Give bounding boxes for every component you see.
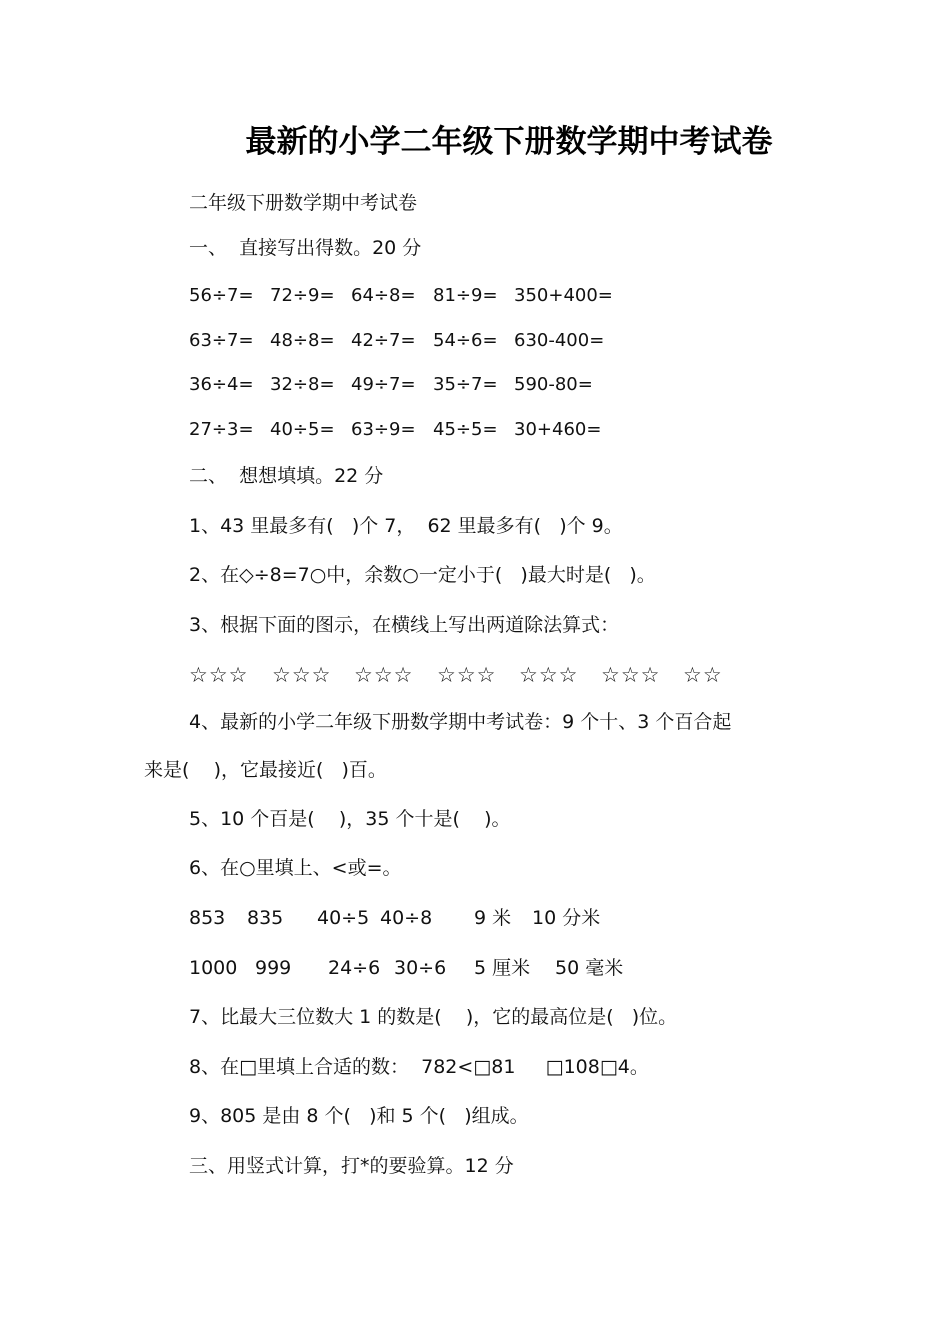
question-4-line-2: 来是( )，它最接近( )百。 xyxy=(144,759,387,781)
compare-item: 24÷6 xyxy=(328,957,381,979)
arithmetic-row-3 xyxy=(189,370,593,400)
arithmetic-item: 54÷6= xyxy=(433,330,498,351)
section-3-heading: 三、用竖式计算，打*的要验算。12 分 xyxy=(189,1155,514,1177)
arithmetic-row-1 xyxy=(189,281,613,311)
compare-item: 10 分米 xyxy=(532,907,601,929)
star-diagram xyxy=(189,658,723,692)
section-1-heading: 一、 直接写出得数。20 分 xyxy=(189,237,422,259)
star-group: ☆☆☆ xyxy=(189,663,249,687)
arithmetic-item: 36÷4= xyxy=(189,374,254,395)
question-2: 2、在◇÷8=7○中，余数○一定小于( )最大时是( )。 xyxy=(189,564,656,586)
compare-item: 50 毫米 xyxy=(555,957,624,979)
arithmetic-item: 42÷7= xyxy=(351,330,416,351)
arithmetic-item: 56÷7= xyxy=(189,285,254,306)
arithmetic-item: 63÷9= xyxy=(351,419,416,440)
question-3: 3、根据下面的图示，在横线上写出两道除法算式： xyxy=(189,614,620,636)
question-5: 5、10 个百是( )，35 个十是( )。 xyxy=(189,808,511,830)
arithmetic-item: 40÷5= xyxy=(270,419,335,440)
compare-item: 1000 xyxy=(189,957,238,979)
compare-item: 40÷5 xyxy=(317,907,370,929)
arithmetic-item: 27÷3= xyxy=(189,419,254,440)
arithmetic-item: 48÷8= xyxy=(270,330,335,351)
arithmetic-item: 45÷5= xyxy=(433,419,498,440)
compare-item: 835 xyxy=(247,907,284,929)
section-2-heading: 二、 想想填填。22 分 xyxy=(189,465,384,487)
question-4-line-1: 4、最新的小学二年级下册数学期中考试卷：9 个十、3 个百合起 xyxy=(189,711,732,733)
document-subtitle: 二年级下册数学期中考试卷 xyxy=(189,192,418,214)
star-group: ☆☆☆ xyxy=(437,663,497,687)
arithmetic-item: 350+400= xyxy=(514,285,613,306)
question-8: 8、在□里填上合适的数： 782<□81 □108□4。 xyxy=(189,1056,649,1078)
compare-item: 999 xyxy=(255,957,292,979)
document-title: 最新的小学二年级下册数学期中考试卷 xyxy=(245,124,773,160)
arithmetic-row-2 xyxy=(189,326,605,356)
question-6: 6、在○里填上、<或=。 xyxy=(189,857,402,879)
star-group: ☆☆☆ xyxy=(354,663,414,687)
star-group: ☆☆☆ xyxy=(519,663,579,687)
arithmetic-item: 32÷8= xyxy=(270,374,335,395)
arithmetic-item: 49÷7= xyxy=(351,374,416,395)
arithmetic-item: 590-80= xyxy=(514,374,593,395)
compare-item: 5 厘米 xyxy=(474,957,531,979)
star-group: ☆☆☆ xyxy=(601,663,661,687)
compare-row-1 xyxy=(189,903,601,933)
compare-item: 40÷8 xyxy=(380,907,433,929)
arithmetic-item: 72÷9= xyxy=(270,285,335,306)
arithmetic-item: 64÷8= xyxy=(351,285,416,306)
star-group: ☆☆☆ xyxy=(272,663,332,687)
star-group: ☆☆ xyxy=(683,663,723,687)
compare-row-2 xyxy=(189,953,624,983)
arithmetic-item: 30+460= xyxy=(514,419,602,440)
arithmetic-item: 63÷7= xyxy=(189,330,254,351)
arithmetic-item: 81÷9= xyxy=(433,285,498,306)
compare-item: 9 米 xyxy=(474,907,512,929)
question-9: 9、805 是由 8 个( )和 5 个( )组成。 xyxy=(189,1105,529,1127)
arithmetic-item: 35÷7= xyxy=(433,374,498,395)
compare-item: 853 xyxy=(189,907,226,929)
question-7: 7、比最大三位数大 1 的数是( )，它的最高位是( )位。 xyxy=(189,1006,678,1028)
question-1: 1、43 里最多有( )个 7， 62 里最多有( )个 9。 xyxy=(189,515,623,537)
arithmetic-item: 630-400= xyxy=(514,330,605,351)
compare-item: 30÷6 xyxy=(394,957,447,979)
arithmetic-row-4 xyxy=(189,415,602,445)
